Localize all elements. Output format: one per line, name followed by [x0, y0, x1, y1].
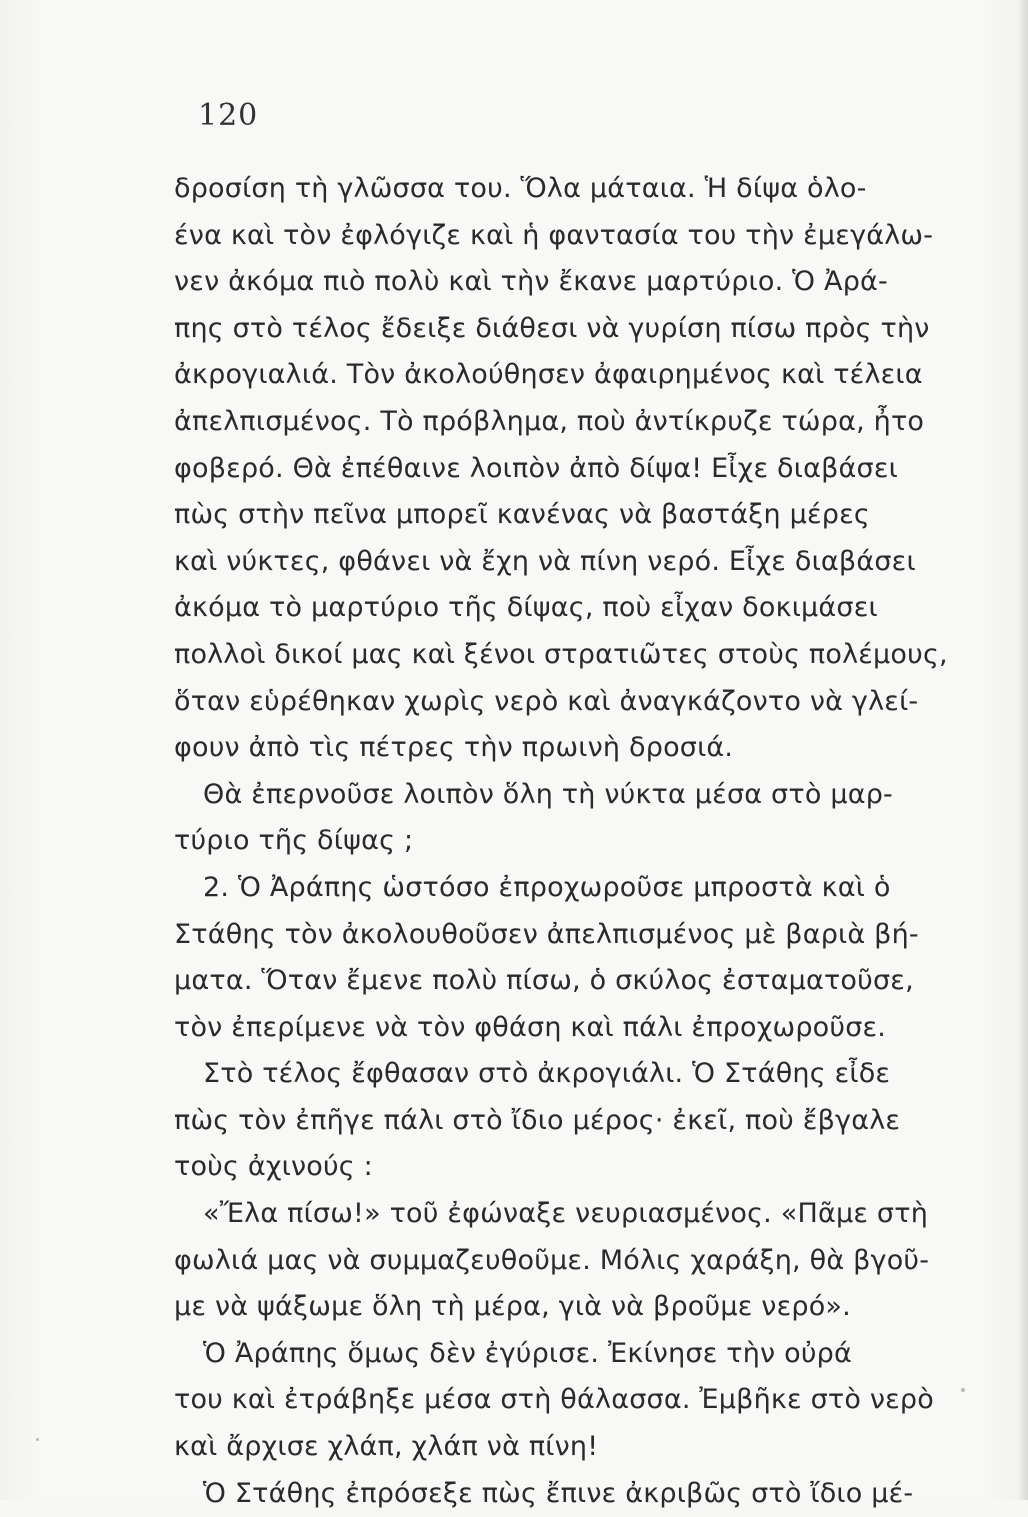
text-line: φωλιά μας νὰ συμμαζευθοῦμε. Μόλις χαράξη, θὰ βγοῦ-: [174, 1244, 930, 1276]
page-edge-shadow: [1018, 0, 1028, 1500]
text-line: ματα. Ὅταν ἔμενε πολὺ πίσω, ὁ σκύλος ἐσταματοῦσε,: [174, 965, 914, 997]
text-line: τύριο τῆς δίψας ;: [174, 825, 414, 857]
text-line: Στάθης τὸν ἀκολουθοῦσεν ἀπελπισμένος μὲ βαριὰ βή-: [174, 918, 919, 950]
paragraph-first-line: Στὸ τέλος ἔφθασαν στὸ ἀκρογιάλι. Ὁ Στάθης εἶδε: [203, 1058, 891, 1090]
text-line: καὶ ἄρχισε χλάπ, χλάπ νὰ πίνη!: [174, 1431, 599, 1463]
paragraph-first-line: Ὁ Ἀράπης ὅμως δὲν ἐγύρισε. Ἐκίνησε τὴν οὐρά: [203, 1337, 852, 1369]
text-line: νεν ἀκόμα πιὸ πολὺ καὶ τὴν ἔκανε μαρτύριο. Ὁ Ἀρά-: [174, 266, 888, 298]
paragraph-first-line: 2. Ὁ Ἀράπης ὡστόσο ἐπροχωροῦσε μπροστὰ καὶ ὁ: [203, 871, 891, 903]
text-line: πολλοὶ δικοί μας καὶ ξένοι στρατιῶτες στοὺς πολέμους,: [174, 638, 948, 670]
paper-speck: [961, 1388, 965, 1392]
text-line: ένα καὶ τὸν ἐφλόγιζε καὶ ἡ φαντασία του τὴν ἐμεγάλω-: [174, 219, 934, 251]
paragraph-first-line: Ὁ Στάθης ἐπρόσεξε πὼς ἔπινε ἀκριβῶς στὸ ἴδιο μέ-: [203, 1477, 914, 1509]
text-line: ὅταν εὑρέθηκαν χωρὶς νερὸ καὶ ἀναγκάζοντο νὰ γλεί-: [174, 685, 919, 717]
text-line: με νὰ ψάξωμε ὅλη τὴ μέρα, γιὰ νὰ βροῦμε νερό».: [174, 1291, 851, 1323]
paragraph-first-line: Θὰ ἐπερνοῦσε λοιπὸν ὅλη τὴ νύκτα μέσα στὸ μαρ-: [203, 778, 893, 810]
text-line: δροσίση τὴ γλῶσσα του. Ὅλα μάταια. Ἡ δίψα ὁλο-: [174, 173, 867, 204]
text-line: τοὺς ἀχινούς :: [174, 1151, 373, 1183]
text-line: ἀκόμα τὸ μαρτύριο τῆς δίψας, ποὺ εἶχαν δοκιμάσει: [174, 592, 878, 624]
text-line: πὼς στὴν πεῖνα μπορεῖ κανένας νὰ βαστάξη μέρες: [174, 499, 870, 531]
text-line: καὶ νύκτες, φθάνει νὰ ἔχη νὰ πίνη νερό. Εἶχε διαβάσει: [174, 545, 916, 577]
body-text: [174, 166, 966, 1517]
text-line: ἀπελπισμένος. Τὸ πρόβλημα, ποὺ ἀντίκρυζε τώρα, ἦτο: [174, 405, 925, 437]
text-line: ἀκρογιαλιά. Τὸν ἀκολούθησεν ἀφαιρημένος καὶ τέλεια: [174, 359, 923, 391]
paper-speck: [36, 1438, 39, 1441]
text-line: του καὶ ἐτράβηξε μέσα στὴ θάλασσα. Ἐμβῆκε στὸ νερὸ: [174, 1384, 934, 1416]
text-line: πης στὸ τέλος ἔδειξε διάθεσι νὰ γυρίση πίσω πρὸς τὴν: [174, 312, 930, 344]
text-line: φοβερό. Θὰ ἐπέθαινε λοιπὸν ἀπὸ δίψα! Εἶχε διαβάσει: [174, 452, 898, 484]
page-number: 120: [198, 98, 259, 133]
text-line: φουν ἀπὸ τὶς πέτρες τὴν πρωινὴ δροσιά.: [174, 732, 734, 764]
text-line: πὼς τὸν ἐπῆγε πάλι στὸ ἴδιο μέρος· ἐκεῖ, ποὺ ἔβγαλε: [174, 1104, 901, 1136]
text-line: τὸν ἐπερίμενε νὰ τὸν φθάση καὶ πάλι ἐπροχωροῦσε.: [174, 1011, 887, 1043]
paragraph-first-line: «Ἔλα πίσω!» τοῦ ἐφώναξε νευριασμένος. «Πᾶμε στὴ: [203, 1198, 929, 1230]
